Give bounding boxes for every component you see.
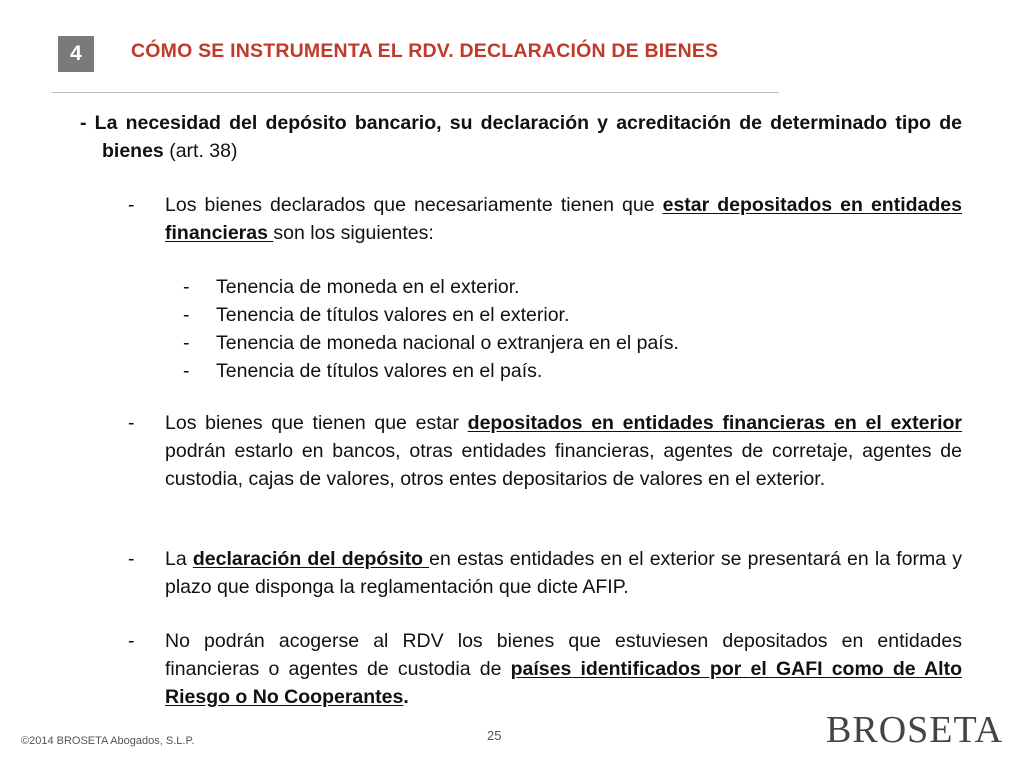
point-deposit-declaration	[128, 545, 962, 601]
intro-lead: - La necesidad del depósito bancario, su declaración y acreditación de determinado tipo de bienes	[80, 112, 962, 162]
section-number-badge: 4	[58, 36, 94, 72]
bullet-dash: -	[183, 332, 190, 354]
intro-article-ref: (art. 38)	[163, 140, 238, 162]
point-text: podrán estarlo en bancos, otras entidades financieras, agentes de corretaje, agentes de custodia, cajas de valores, otros entes depositarios de valores en el exterior.	[165, 440, 962, 490]
point-text: No podrán acogerse al RDV los bienes que estuviesen depositados en entidades financieras o agentes de custodia de	[165, 630, 962, 680]
point-foreign-deposits	[128, 409, 962, 493]
list-item	[183, 301, 783, 329]
list-item-text: Tenencia de moneda nacional o extranjera en el país.	[216, 332, 679, 354]
point-emphasis: estar depositados en entidades financieras	[165, 194, 962, 244]
slide-title: CÓMO SE INSTRUMENTA EL RDV. DECLARACIÓN DE BIENES	[131, 40, 719, 62]
copyright-notice: ©2014 BROSETA Abogados, S.L.P.	[21, 735, 195, 747]
intro-paragraph	[80, 109, 962, 165]
point-emphasis: países identificados por el GAFI como de Alto Riesgo o No Cooperantes	[165, 658, 962, 708]
bullet-dash: -	[128, 630, 135, 652]
bullet-dash: -	[128, 194, 135, 216]
point-text: La	[165, 548, 193, 570]
broseta-logo: BROSETA	[826, 709, 1004, 751]
point-text: .	[403, 686, 409, 708]
list-item	[183, 329, 783, 357]
list-item	[183, 273, 783, 301]
point-text: Los bienes declarados que necesariamente tienen que	[165, 194, 663, 216]
sub-list	[183, 273, 783, 385]
point-emphasis: declaración del depósito	[192, 548, 430, 570]
point-text: en estas entidades en el exterior se presentará en la forma y plazo que disponga la reglamentación que dicte AFIP.	[165, 548, 962, 598]
bullet-dash: -	[183, 276, 190, 298]
page-number: 25	[487, 728, 502, 743]
list-item	[183, 357, 783, 385]
point-text: Los bienes que tienen que estar	[165, 412, 468, 434]
point-text: son los siguientes:	[273, 222, 434, 244]
point-emphasis: depositados en entidades financieras en el exterior	[467, 412, 962, 434]
bullet-dash: -	[128, 412, 135, 434]
point-gafi-exclusion	[128, 627, 962, 711]
list-item-text: Tenencia de títulos valores en el país.	[216, 360, 543, 382]
point-deposit-requirement	[128, 191, 962, 247]
bullet-dash: -	[183, 304, 190, 326]
list-item-text: Tenencia de títulos valores en el exterior.	[216, 304, 570, 326]
header-divider	[52, 92, 779, 93]
bullet-dash: -	[183, 360, 190, 382]
bullet-dash: -	[128, 548, 135, 570]
list-item-text: Tenencia de moneda en el exterior.	[216, 276, 520, 298]
